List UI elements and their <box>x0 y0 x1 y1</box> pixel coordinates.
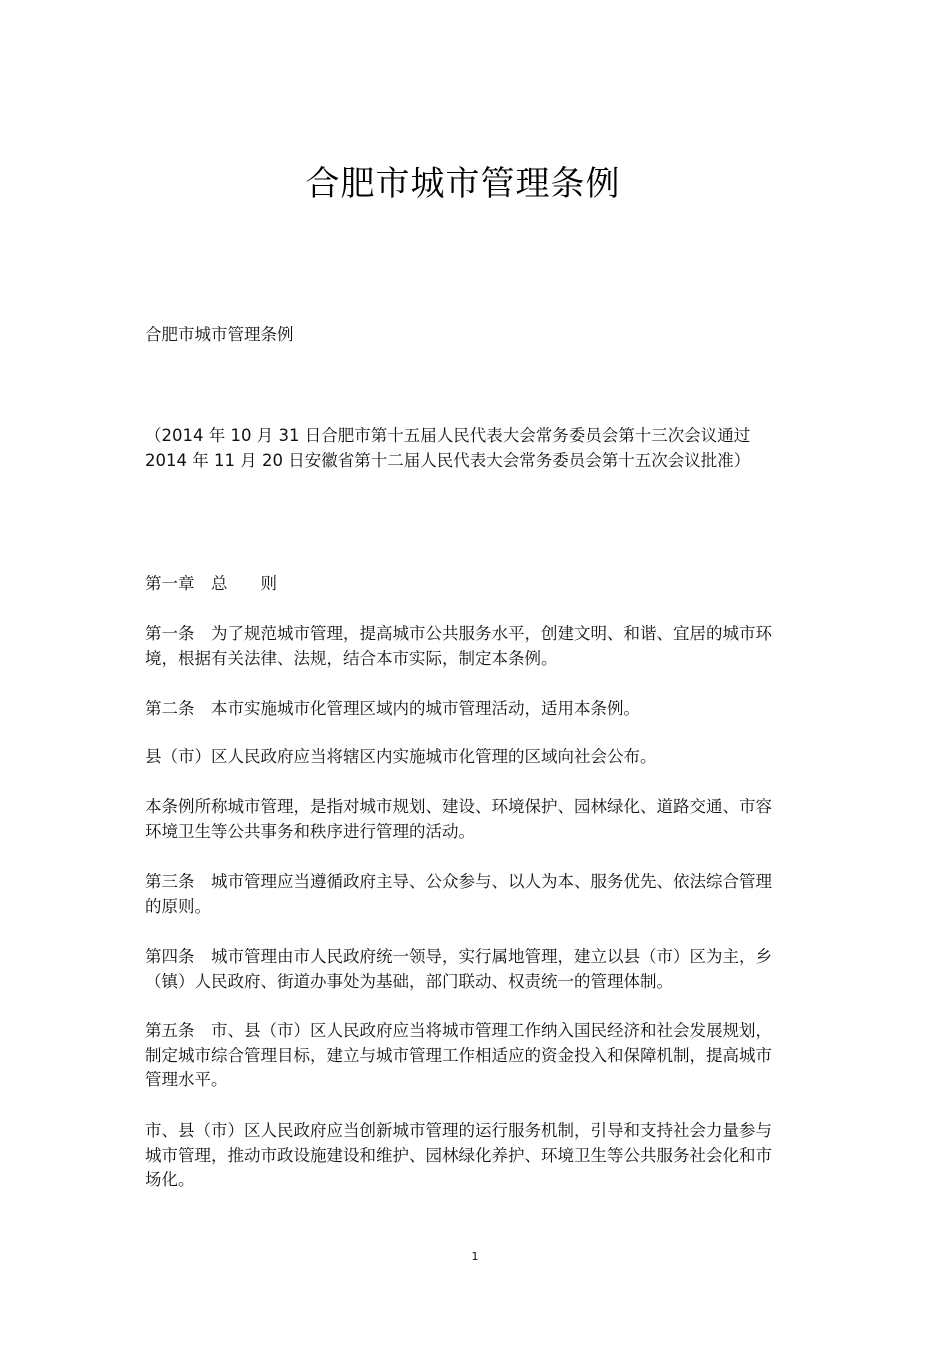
article-2-paragraph-2: 县（市）区人民政府应当将辖区内实施城市化管理的区域向社会公布。 <box>145 747 657 766</box>
approval-note: （2014 年 10 月 31 日合肥市第十五届人民代表大会常务委员会第十三次会议通过 2014 年 11 月 20 日安徽省第十二届人民代表大会常务委员会第十五次会议批准） <box>145 426 751 470</box>
article-2: 第二条 本市实施城市化管理区域内的城市管理活动，适用本条例。 <box>145 699 640 718</box>
chapter-heading: 第一章 总 则 <box>145 574 277 593</box>
article-5: 第五条 市、县（市）区人民政府应当将城市管理工作纳入国民经济和社会发展规划，制定城市综合管理目标，建立与城市管理工作相适应的资金投入和保障机制，提高城市管理水平。 <box>145 1021 772 1089</box>
article-5-paragraph-2: 市、县（市）区人民政府应当创新城市管理的运行服务机制，引导和支持社会力量参与城市管理，推动市政设施建设和维护、园林绿化养护、环境卫生等公共服务社会化和市场化。 <box>145 1121 772 1189</box>
document-subtitle: 合肥市城市管理条例 <box>145 325 294 344</box>
document-title: 合肥市城市管理条例 <box>305 164 621 204</box>
article-4: 第四条 城市管理由市人民政府统一领导，实行属地管理，建立以县（市）区为主，乡（镇）人民政府、街道办事处为基础，部门联动、权责统一的管理体制。 <box>145 947 772 991</box>
page-number: 1 <box>471 1250 479 1263</box>
article-1: 第一条 为了规范城市管理，提高城市公共服务水平，创建文明、和谐、宜居的城市环境，根据有关法律、法规，结合本市实际，制定本条例。 <box>145 624 772 668</box>
article-3: 第三条 城市管理应当遵循政府主导、公众参与、以人为本、服务优先、依法综合管理的原则。 <box>145 872 772 916</box>
article-2-paragraph-3: 本条例所称城市管理，是指对城市规划、建设、环境保护、园林绿化、道路交通、市容环境卫生等公共事务和秩序进行管理的活动。 <box>145 797 772 841</box>
